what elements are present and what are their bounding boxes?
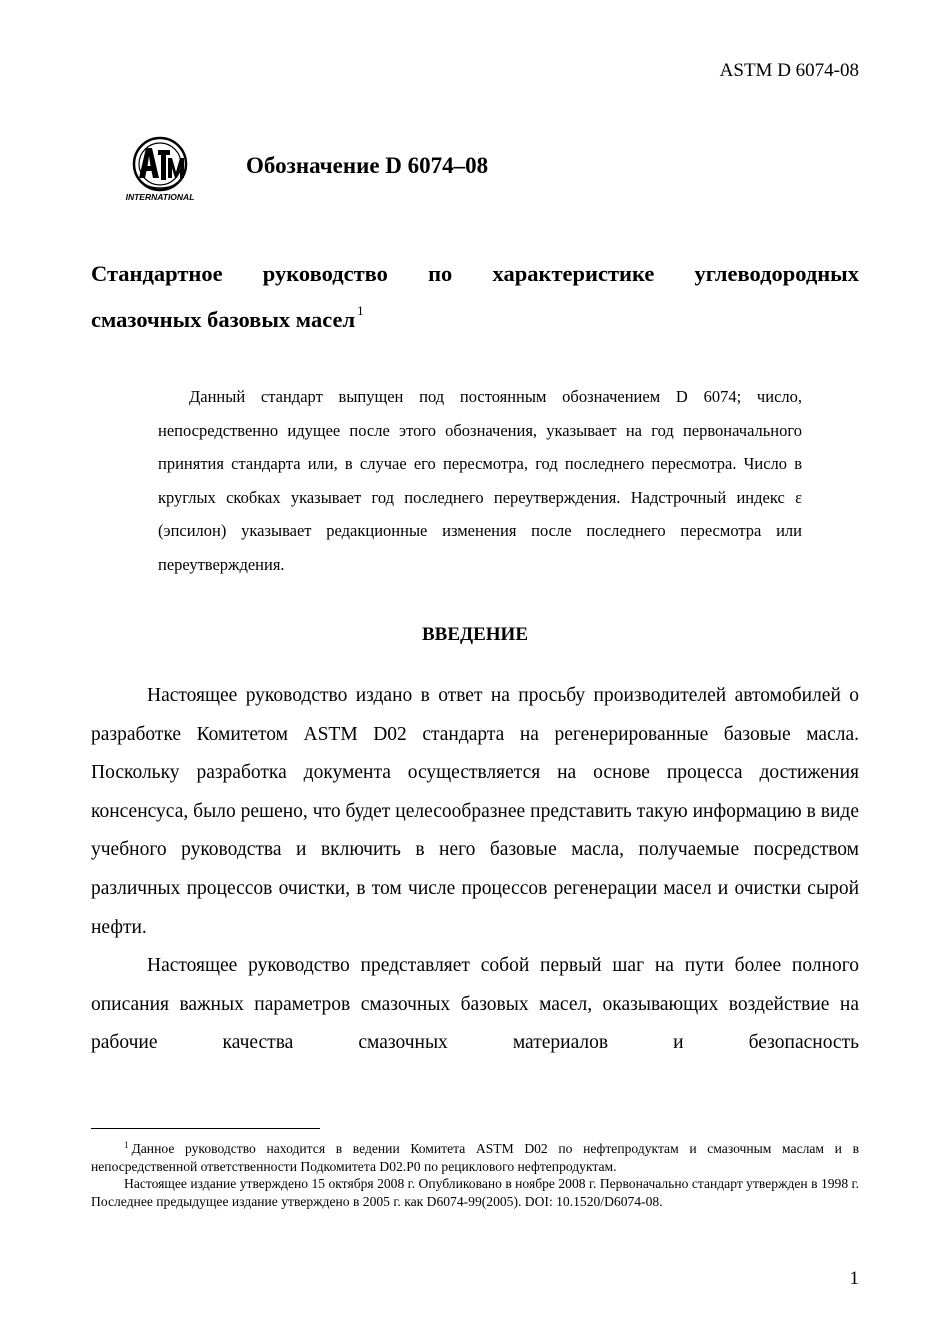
introduction-heading: ВВЕДЕНИЕ bbox=[422, 624, 528, 645]
standard-title bbox=[91, 255, 859, 338]
svg-text:INTERNATIONAL: INTERNATIONAL bbox=[125, 192, 195, 202]
footnote-1-text: Данное руководство находится в ведении Комитета ASTM D02 по нефтепродуктам и смазочным маслам и в непосредственной ответственности Подкомитета D02.P0 по рециклового нефтепродуктам. bbox=[91, 1141, 859, 1174]
introduction-paragraph-2: Настоящее руководство представляет собой первый шаг на пути более полного описания важных параметров смазочных базовых масел, оказывающих воздействие на рабочие качества смазочных материалов и безопасность bbox=[91, 955, 859, 1054]
title-footnote-ref: 1 bbox=[357, 303, 364, 318]
footnote-marker: 1 bbox=[124, 1140, 129, 1150]
standard-designation: Обозначение D 6074–08 bbox=[246, 153, 489, 178]
footnotes bbox=[91, 1137, 859, 1210]
standard-code-header: ASTM D 6074-08 bbox=[719, 60, 859, 81]
designation-notice bbox=[158, 380, 802, 581]
designation-notice-text: Данный стандарт выпущен под постоянным обозначением D 6074; число, непосредственно идущее после этого обозначения, указывает на год первоначального принятия стандарта или, в случае его пересмотра, год последнего пересмотра. Число в круглых скобках указывает год последнего переутверждения. Надстрочный индекс ε (эпсилон) указывает редакционные изменения после последнего пересмотра или переутверждения. bbox=[158, 387, 802, 574]
introduction-body bbox=[91, 677, 859, 1063]
footnote-2: Настоящее издание утверждено 15 октября 2008 г. Опубликовано в ноябре 2008 г. Первоначально стандарт утвержден в 1998 г. Последнее предыдущее издание утверждено в 2005 г. как D6074-99(2005). DOI: 10.1520/D6074-08. bbox=[91, 1176, 859, 1209]
standard-title-line-2: смазочных базовых масел bbox=[91, 307, 356, 332]
introduction-paragraph-1: Настоящее руководство издано в ответ на просьбу производителей автомобилей о разработке Комитетом ASTM D02 стандарта на регенерированные базовые масла. Поскольку разработка документа осуществляется на основе процесса достижения консенсуса, было решено, что будет целесообразнее представить такую информацию в виде учебного руководства и включить в него базовые масла, получаемые посредством различных процессов очистки, в том числе процессов регенерации масел и очистки сырой нефти. bbox=[91, 685, 859, 938]
footnote-1 bbox=[91, 1137, 859, 1175]
page-number: 1 bbox=[849, 1268, 859, 1289]
standard-title-line-1: Стандартное руководство по характеристике углеводородных bbox=[91, 261, 859, 286]
footnote-divider bbox=[91, 1128, 320, 1129]
astm-international-logo-icon bbox=[118, 136, 202, 202]
